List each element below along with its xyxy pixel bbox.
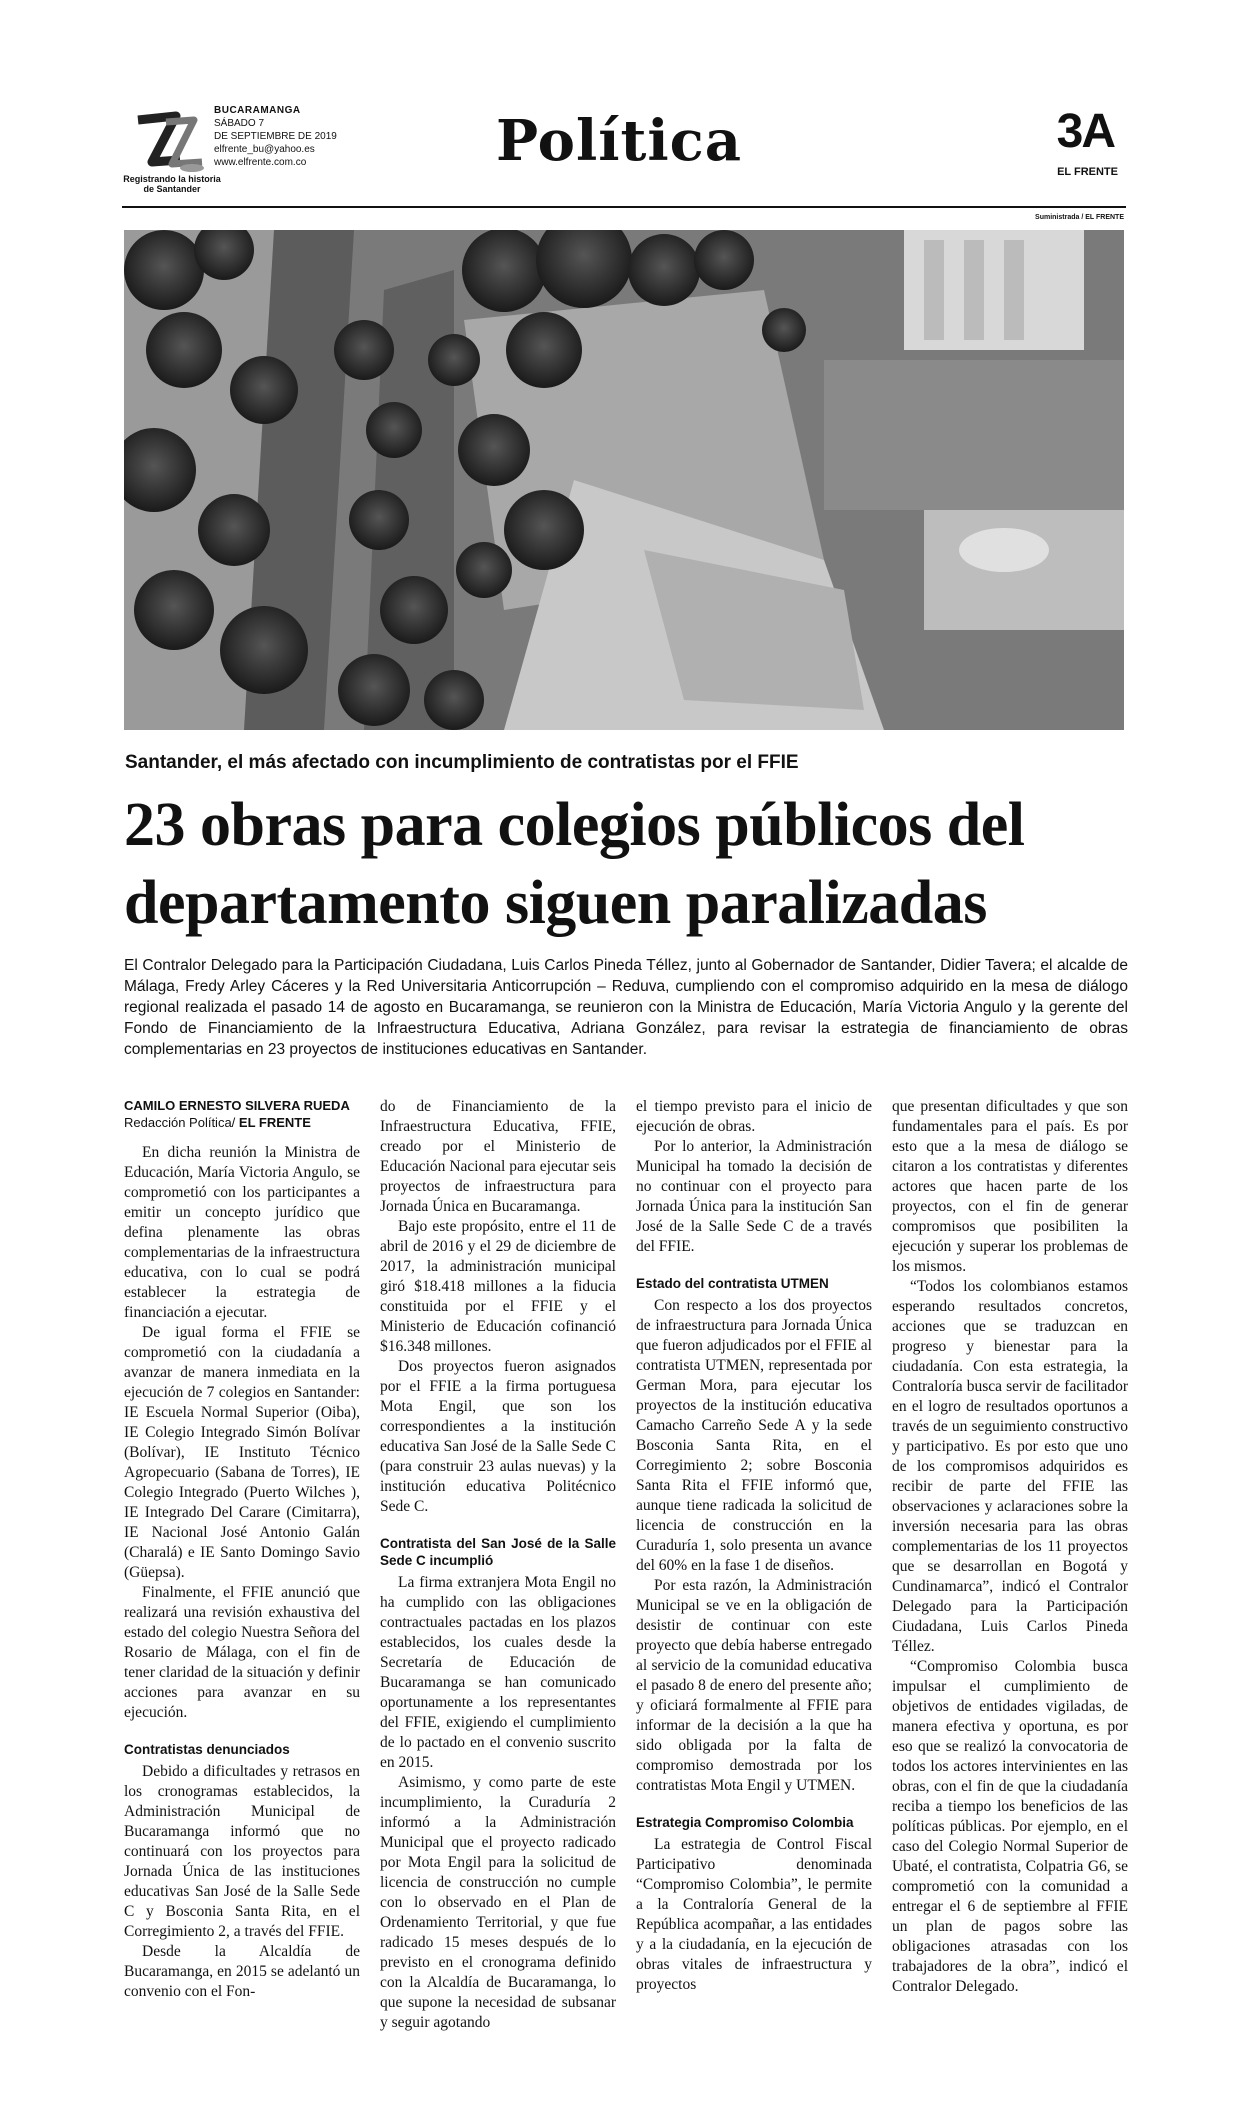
paragraph: Por lo anterior, la Administración Municipal ha tomado la decisión de no continuar con el proyecto para Jornada Única para la institución San José de la Salle Sede C de a través del FFIE.	[636, 1138, 872, 1255]
photo-credit: Suministrada / EL FRENTE	[1035, 214, 1124, 221]
article-body	[124, 1097, 1128, 2031]
masthead-meta	[214, 104, 337, 169]
byline-author: CAMILO ERNESTO SILVERA RUEDA	[124, 1098, 350, 1113]
paragraph: De igual forma el FFIE se comprometió con la ciudadanía a avanzar de manera inmediata en la ejecución de 7 colegios en Santander: IE Escuela Normal Superior (Oiba), IE Colegio Integrado Simón Bolívar (Bolívar), IE Instituto Técnico Agropecuario (Sabana de Torres), IE Colegio Integrado (Puerto Wilches ), IE Integrado Del Carare (Cimitarra), IE Nacional José Antonio Galán (Charalá) e IE Santo Domingo Savio (Güepsa).	[124, 1324, 360, 1581]
subheading: Estrategia Compromiso Colombia	[636, 1815, 854, 1830]
date-line-2: DE SEPTIEMBRE DE 2019	[214, 131, 337, 142]
column-2	[380, 1097, 616, 2033]
paragraph: Bajo este propósito, entre el 11 de abril de 2016 y el 29 de diciembre de 2017, la administración municipal giró $18.418 millones a la fiducia constituida por el FFIE y el Ministerio de Educación cofinanció $16.348 millones.	[380, 1218, 616, 1355]
paragraph: Dos proyectos fueron asignados por el FFIE a la firma portuguesa Mota Engil, que son los correspondientes a la institución educativa San José de la Salle Sede C (para construir 23 aulas nuevas) y la institución educativa Politécnico Sede C.	[380, 1358, 616, 1515]
paragraph: do de Financiamiento de la Infraestructura Educativa, FFIE, creado por el Ministerio de Educación Nacional para ejecutar seis proyectos de infraestructura para Jornada Única en Bucaramanga.	[380, 1098, 616, 1215]
aerial-photo	[124, 230, 1124, 730]
paragraph: Asimismo, y como parte de este incumplimiento, la Curaduría 2 informó a la Administración Municipal que el proyecto radicado por Mota Engil para la solicitud de licencia de construcción no cumple con lo observado en el Plan de Ordenamiento Territorial, y que fue radicado 15 meses después de lo previsto en el cronograma definido con la Alcaldía de Bucaramanga, lo que supone la necesidad de subsanar y seguir agotando	[380, 1774, 616, 2031]
masthead-rule	[122, 206, 1126, 208]
subheading: Contratista del San José de la Salle Sede C incumplió	[380, 1536, 616, 1568]
paragraph: La firma extranjera Mota Engil no ha cumplido con las obligaciones contractuales pactadas en los plazos establecidos, los cuales desde la Secretaría de Educación de Bucaramanga se han comunicado oportunamente a los representantes del FFIE, exigiendo el cumplimiento de lo pactado en el convenio suscrito en 2015.	[380, 1574, 616, 1771]
byline-brand: EL FRENTE	[238, 1115, 311, 1130]
column-1	[124, 1097, 360, 2002]
masthead	[122, 96, 1126, 208]
paragraph: Por esta razón, la Administración Municipal se ve en la obligación de desistir de continuar con este proyecto que debía haberse entregado al servicio de la comunidad educativa el pasado 8 de enero del presente año; y oficiará formalmente al FFIE para informar de la decisión a la que ha sido obligada por la falta de compromiso demostrada por los contratistas Mota Engil y UTMEN.	[636, 1577, 872, 1794]
paragraph: Finalmente, el FFIE anunció que realizará una revisión exhaustiva del estado del colegio Nuestra Señora del Rosario de Málaga, con el fin de tener claridad de la situación y definir acciones para avanzar en su ejecución.	[124, 1584, 360, 1721]
page-number: 3A	[1056, 105, 1114, 158]
article-lead: El Contralor Delegado para la Participación Ciudadana, Luis Carlos Pineda Téllez, junto al Gobernador de Santander, Didier Tavera; el alcalde de Málaga, Fredy Arley Cáceres y la Red Universitaria Anticorrupción – Reduva, cumpliendo con el compromiso adquirido en la mesa de diálogo regional realizada el pasado 14 de agosto en Bucaramanga, se reunieron con la Ministra de Educación, María Victoria Angulo y la gerente del Fondo de Financiamiento de la Infraestructura Educativa, Adriana González, para revisar la estrategia de financiamiento de obras complementarias en 23 proyectos de instituciones educativas en Santander.	[124, 957, 1128, 1058]
byline	[124, 1097, 360, 1131]
paragraph: que presentan dificultades y que son fundamentales para el país. Es por esto que a la mesa de diálogo se citaron a los contratistas y diferentes actores que hacen parte de los proyectos, con el fin de generar compromisos que posibiliten la ejecución y superar los problemas de los mismos.	[892, 1098, 1128, 1275]
website: www.elfrente.com.co	[214, 157, 307, 168]
paragraph: “Todos los colombianos estamos esperando resultados concretos, acciones que se traduzcan en progreso y bienestar para la ciudadanía. Con esta estrategia, la Contraloría busca servir de facilitador en el logro de resultados oportunos a través de un seguimiento constructivo y participativo. Es por esto que uno de los compromisos adquiridos es recibir de parte del FFIE las observaciones y aclaraciones sobre la inversión necesaria para las obras complementarias de los 11 proyectos que se desarrollan en Bogotá y Cundinamarca”, indicó el Contralor Delegado para la Participación Ciudadana, Luis Carlos Pineda Téllez.	[892, 1278, 1128, 1655]
newspaper-logo	[132, 110, 210, 180]
section-title: Política	[496, 108, 743, 174]
column-4	[892, 1097, 1128, 1997]
email: elfrente_bu@yahoo.es	[214, 144, 315, 155]
article-headline: 23 obras para colegios públicos del departamento siguen paralizadas	[124, 791, 1025, 937]
byline-desk: Redacción Política/	[124, 1115, 236, 1130]
column-3	[636, 1097, 872, 1995]
logo-caption: Registrando la historia de Santander	[123, 174, 221, 194]
city: BUCARAMANGA	[214, 105, 301, 116]
subheading: Contratistas denunciados	[124, 1742, 290, 1757]
brand-label: EL FRENTE	[1057, 166, 1118, 178]
paragraph: Desde la Alcaldía de Bucaramanga, en 2015 se adelantó un convenio con el Fon-	[124, 1943, 360, 2000]
aerial-photo-illustration	[124, 230, 1124, 730]
paragraph: “Compromiso Colombia busca impulsar el cumplimiento de objetivos de entidades vigiladas, de manera efectiva y oportuna, es por eso que se realizó la convocatoria de todos los actores intervinientes en las obras, con el fin de que la ciudadanía reciba a tiempo los beneficios de las políticas públicas. Por ejemplo, en el caso del Colegio Normal Superior de Ubaté, el contratista, Colpatria G6, se comprometió con la comunidad a entregar el 6 de septiembre al FFIE un plan de pagos sobre las obligaciones atrasadas con los trabajadores de la obra”, indicó el Contralor Delegado.	[892, 1658, 1128, 1995]
subheading: Estado del contratista UTMEN	[636, 1276, 829, 1291]
date-line-1: SÁBADO 7	[214, 118, 265, 129]
paragraph: Con respecto a los dos proyectos de infraestructura para Jornada Única que fueron adjudicados por el FFIE al contratista UTMEN, representada por German Mora, para ejecutar los proyectos de la institución educativa Camacho Carreño Sede A y la sede Bosconia Santa Rita, en el Corregimiento 2; sobre Bosconia Santa Rita el FFIE informó que, aunque tiene radicada la solicitud de licencia de construcción en la Curaduría 1, solo presenta un avance del 60% en la fase 1 de diseños.	[636, 1297, 872, 1574]
paragraph: En dicha reunión la Ministra de Educación, María Victoria Angulo, se comprometió con los participantes a emitir un concepto jurídico que defina plenamente las obras complementarias de la infraestructura educativa, con lo cual se podrá establecer la estrategia de financiación a ejecutar.	[124, 1144, 360, 1321]
paragraph: Debido a dificultades y retrasos en los cronogramas establecidos, la Administración Municipal de Bucaramanga informó que no continuará con los proyectos para Jornada Única de las instituciones educativas San José de la Salle Sede C y Bosconia Santa Rita, en el Corregimiento 2, a través del FFIE.	[124, 1763, 360, 1940]
article-kicker: Santander, el más afectado con incumplimiento de contratistas por el FFIE	[125, 752, 799, 773]
paragraph: el tiempo previsto para el inicio de ejecución de obras.	[636, 1098, 872, 1135]
paragraph: La estrategia de Control Fiscal Participativo denominada “Compromiso Colombia”, le permite a la Contraloría General de la República acompañar, a las entidades y a la ciudadanía, en la ejecución de obras vitales de infraestructura y proyectos	[636, 1836, 872, 1993]
